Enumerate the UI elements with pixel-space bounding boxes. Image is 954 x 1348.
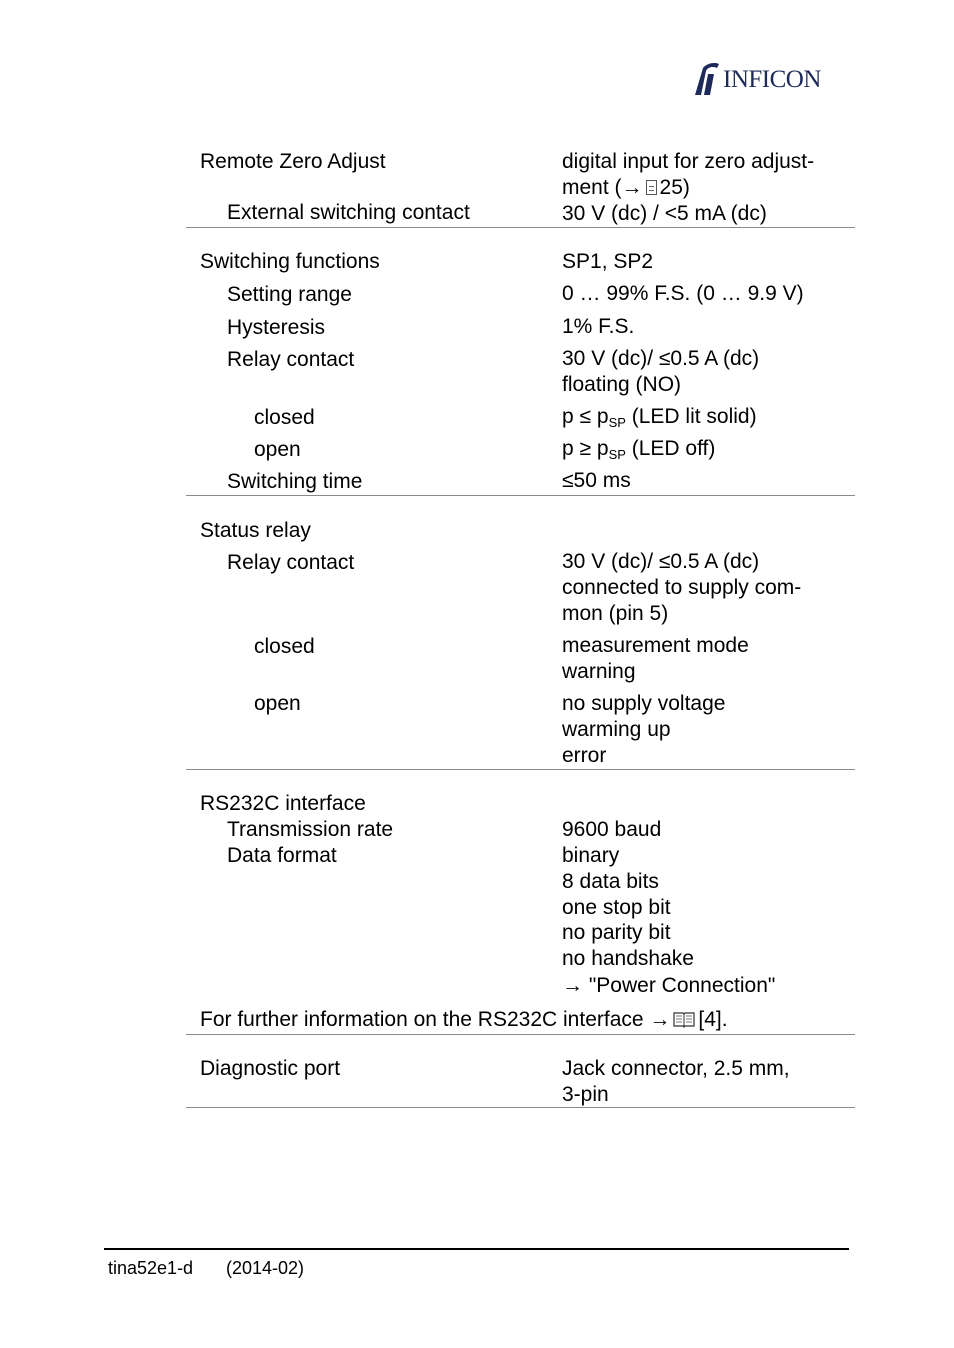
data-format-value-3: one stop bit bbox=[562, 896, 671, 919]
sp-open-value: $p \ge p_{SP}$ (LED off) bbox=[562, 437, 716, 462]
logo-text: INFICON bbox=[723, 66, 821, 93]
status-relay-contact-value-1: 30 V (dc)/ ≤0.5 A (dc) bbox=[562, 550, 760, 573]
switching-functions-value: SP1, SP2 bbox=[562, 250, 654, 273]
footer-rule bbox=[104, 1248, 849, 1250]
divider bbox=[186, 1034, 855, 1035]
remote-zero-label: Remote Zero Adjust bbox=[200, 150, 386, 173]
rs232c-further-info: For further information on the RS232C interface → [4]. bbox=[200, 1008, 728, 1031]
switching-time-value: ≤50 ms bbox=[562, 469, 631, 492]
divider bbox=[186, 769, 855, 770]
switching-time-label: Switching time bbox=[227, 470, 363, 493]
status-open-value-2: warming up bbox=[562, 718, 671, 741]
status-relay-label: Status relay bbox=[200, 519, 311, 542]
status-relay-contact-value-3: mon (pin 5) bbox=[562, 602, 669, 625]
data-format-value-1: binary bbox=[562, 844, 620, 867]
status-open-value-1: no supply voltage bbox=[562, 692, 726, 715]
external-switching-contact-label: External switching contact bbox=[227, 201, 470, 224]
status-closed-value-1: measurement mode bbox=[562, 634, 749, 657]
remote-zero-value-line1: digital input for zero adjust- bbox=[562, 150, 815, 173]
status-closed-label: closed bbox=[254, 635, 315, 658]
sp-open-label: open bbox=[254, 438, 301, 461]
relay-contact-value-2: floating (NO) bbox=[562, 373, 682, 396]
diagnostic-port-value-2: 3-pin bbox=[562, 1083, 609, 1106]
remote-zero-value-line2: ment (→ 25) bbox=[562, 176, 690, 199]
relay-contact-label: Relay contact bbox=[227, 348, 355, 371]
status-relay-contact-value-2: connected to supply com- bbox=[562, 576, 802, 599]
relay-contact-value-1: 30 V (dc)/ ≤0.5 A (dc) bbox=[562, 347, 760, 370]
rs232c-label: RS232C interface bbox=[200, 792, 366, 815]
hysteresis-label: Hysteresis bbox=[227, 316, 326, 339]
sp-closed-label: closed bbox=[254, 406, 315, 429]
diagnostic-port-value-1: Jack connector, 2.5 mm, bbox=[562, 1057, 790, 1080]
transmission-rate-value: 9600 baud bbox=[562, 818, 662, 841]
footer-doc-id: tina52e1-d bbox=[108, 1258, 194, 1278]
inficon-logo-mark-icon bbox=[693, 62, 723, 98]
data-format-value-5: no handshake bbox=[562, 947, 694, 970]
divider bbox=[186, 1107, 855, 1108]
diagnostic-port-label: Diagnostic port bbox=[200, 1057, 341, 1080]
sp-closed-value: $p \le p_{SP}$ (LED lit solid) bbox=[562, 405, 757, 430]
setting-range-label: Setting range bbox=[227, 283, 352, 306]
data-format-value-4: no parity bit bbox=[562, 921, 671, 944]
transmission-rate-label: Transmission rate bbox=[227, 818, 394, 841]
status-relay-contact-label: Relay contact bbox=[227, 551, 355, 574]
data-format-label: Data format bbox=[227, 844, 337, 867]
divider bbox=[186, 495, 855, 496]
data-format-value-2: 8 data bits bbox=[562, 870, 659, 893]
document-icon bbox=[646, 180, 657, 195]
inficon-logo bbox=[693, 62, 848, 98]
footer-date: (2014-02) bbox=[226, 1258, 305, 1278]
status-open-value-3: error bbox=[562, 744, 607, 767]
switching-functions-label: Switching functions bbox=[200, 250, 380, 273]
hysteresis-value: 1% F.S. bbox=[562, 315, 635, 338]
status-closed-value-2: warning bbox=[562, 660, 636, 683]
setting-range-value: 0 … 99% F.S. (0 … 9.9 V) bbox=[562, 282, 804, 305]
book-icon bbox=[673, 1011, 695, 1028]
power-connection-ref: → "Power Connection" bbox=[562, 974, 776, 997]
status-open-label: open bbox=[254, 692, 301, 715]
divider bbox=[186, 227, 855, 228]
external-switching-contact-value: 30 V (dc) / <5 mA (dc) bbox=[562, 202, 767, 225]
